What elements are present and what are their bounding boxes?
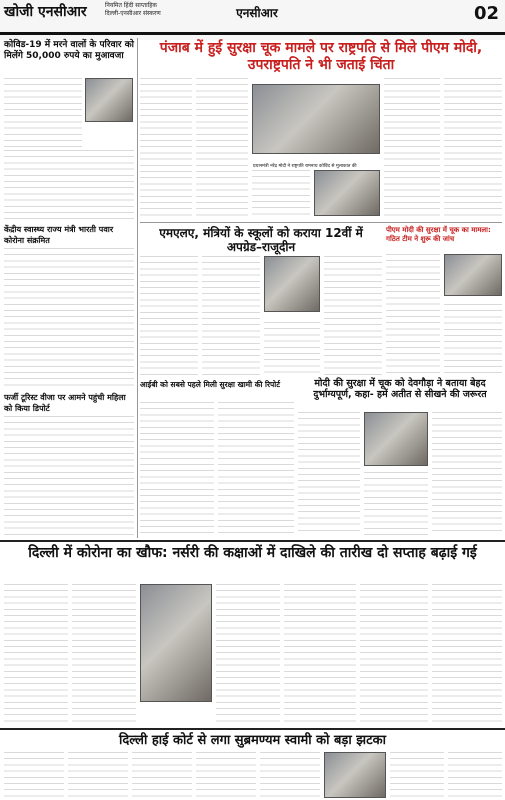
masthead bbox=[0, 0, 505, 40]
nursery-body-6 bbox=[432, 584, 502, 724]
schools-body-1 bbox=[140, 256, 198, 376]
pm-security-body-5 bbox=[444, 78, 502, 218]
nursery-body-5 bbox=[360, 584, 428, 724]
schools-body-3 bbox=[264, 322, 320, 376]
nursery-body-2 bbox=[72, 584, 136, 724]
devegowda-headline: मोदी की सुरक्षा में चूक को देवगौड़ा ने बताया बेहद दुर्भाग्यपूर्ण, कहा- हमें अतीत से सीखने की जरूरत bbox=[313, 378, 487, 401]
page-number: 02 bbox=[473, 3, 499, 24]
pm-security-body-4 bbox=[384, 78, 440, 218]
pm-security-body-3 bbox=[252, 170, 310, 218]
pm-meeting-photo bbox=[252, 84, 380, 169]
covid-body-2 bbox=[4, 150, 134, 220]
pm-security-headline: पंजाब में हुई सुरक्षा चूक मामले पर राष्ट्रपति से मिले पीएम मोदी, उपराष्ट्रपति ने भी जताई चिंता bbox=[159, 40, 483, 73]
pm-security-body-1 bbox=[140, 78, 192, 218]
women-police-headline: आईबी को सबसे पहले मिली सुरक्षा खामी की रिपोर्ट bbox=[140, 380, 281, 389]
central-govt-headline: केंद्रीय स्वास्थ्य राज्य मंत्री भारती पवार कोरोना संक्रमित bbox=[4, 225, 114, 245]
schools-photo bbox=[264, 256, 320, 312]
swamy-body-7 bbox=[448, 752, 502, 798]
masthead-rule bbox=[0, 32, 505, 35]
swamy-body-6 bbox=[390, 752, 444, 798]
schools-headline: एमएलए, मंत्रियों के स्कूलों को कराया 12वीं में अपग्रेड–राजूदीन bbox=[159, 226, 363, 255]
newspaper-logo: खोजी एनसीआर bbox=[4, 4, 87, 20]
women-police-body-2 bbox=[218, 402, 294, 536]
swamy-body-3 bbox=[132, 752, 192, 798]
swamy-body-4 bbox=[196, 752, 256, 798]
devegowda-body-1 bbox=[298, 412, 360, 536]
women-police-body-1 bbox=[140, 402, 214, 536]
swamy-body-1 bbox=[4, 752, 64, 798]
nursery-body-4 bbox=[284, 584, 356, 724]
divider-2 bbox=[0, 540, 505, 542]
nursery-photo bbox=[140, 584, 212, 702]
meeting-headline: पीएम मोदी की सुरक्षा में चूक का मामला: गठित टीम ने शुरू की जांच bbox=[386, 226, 491, 243]
swamy-body-5 bbox=[260, 752, 320, 798]
schools-body-4 bbox=[324, 256, 382, 376]
divider-3 bbox=[0, 728, 505, 730]
nursery-headline: दिल्ली में कोरोना का खौफ: नर्सरी की कक्षाओं में दाखिले की तारीख दो सप्ताह बढ़ाई गई bbox=[28, 545, 477, 561]
vp-photo bbox=[314, 170, 380, 216]
masthead-meta: नियमित हिंदी साप्ताहिक दिल्ली-एनसीआर संस्करण bbox=[105, 2, 161, 17]
devegowda-body-2 bbox=[364, 472, 428, 536]
tourist-body bbox=[4, 416, 134, 536]
swamy-body-2 bbox=[68, 752, 128, 798]
column-divider bbox=[137, 38, 138, 538]
swamy-photo bbox=[324, 752, 386, 798]
nursery-body-1 bbox=[4, 584, 68, 724]
pm-meeting-caption: प्रधानमंत्री नरेंद्र मोदी ने राष्ट्रपति रामनाथ कोविंद से मुलाकात की bbox=[253, 163, 357, 169]
meeting-photo bbox=[444, 254, 502, 296]
covid-headline: कोविड-19 में मरने वालों के परिवार को मिलेंगे 50,000 रुपये का मुआवजा bbox=[4, 40, 134, 61]
devegowda-body-3 bbox=[432, 412, 502, 536]
tourist-headline: फर्जी टूरिस्ट वीजा पर आमने पहुंची महिला को किया डिपोर्ट bbox=[4, 393, 126, 413]
divider-1 bbox=[140, 222, 502, 223]
devegowda-photo bbox=[364, 412, 428, 466]
schools-body-2 bbox=[202, 256, 260, 376]
nursery-body-3 bbox=[216, 584, 280, 724]
pm-security-body-2 bbox=[196, 78, 248, 218]
central-govt-body bbox=[4, 248, 134, 388]
covid-photo bbox=[85, 78, 133, 122]
swamy-headline: दिल्ली हाई कोर्ट से लगा सुब्रमण्यम स्वामी को बड़ा झटका bbox=[119, 733, 386, 748]
meeting-body-1 bbox=[386, 254, 440, 376]
meeting-body-2 bbox=[444, 304, 502, 376]
covid-body-1 bbox=[4, 78, 82, 148]
section-name: एनसीआर bbox=[236, 6, 278, 20]
